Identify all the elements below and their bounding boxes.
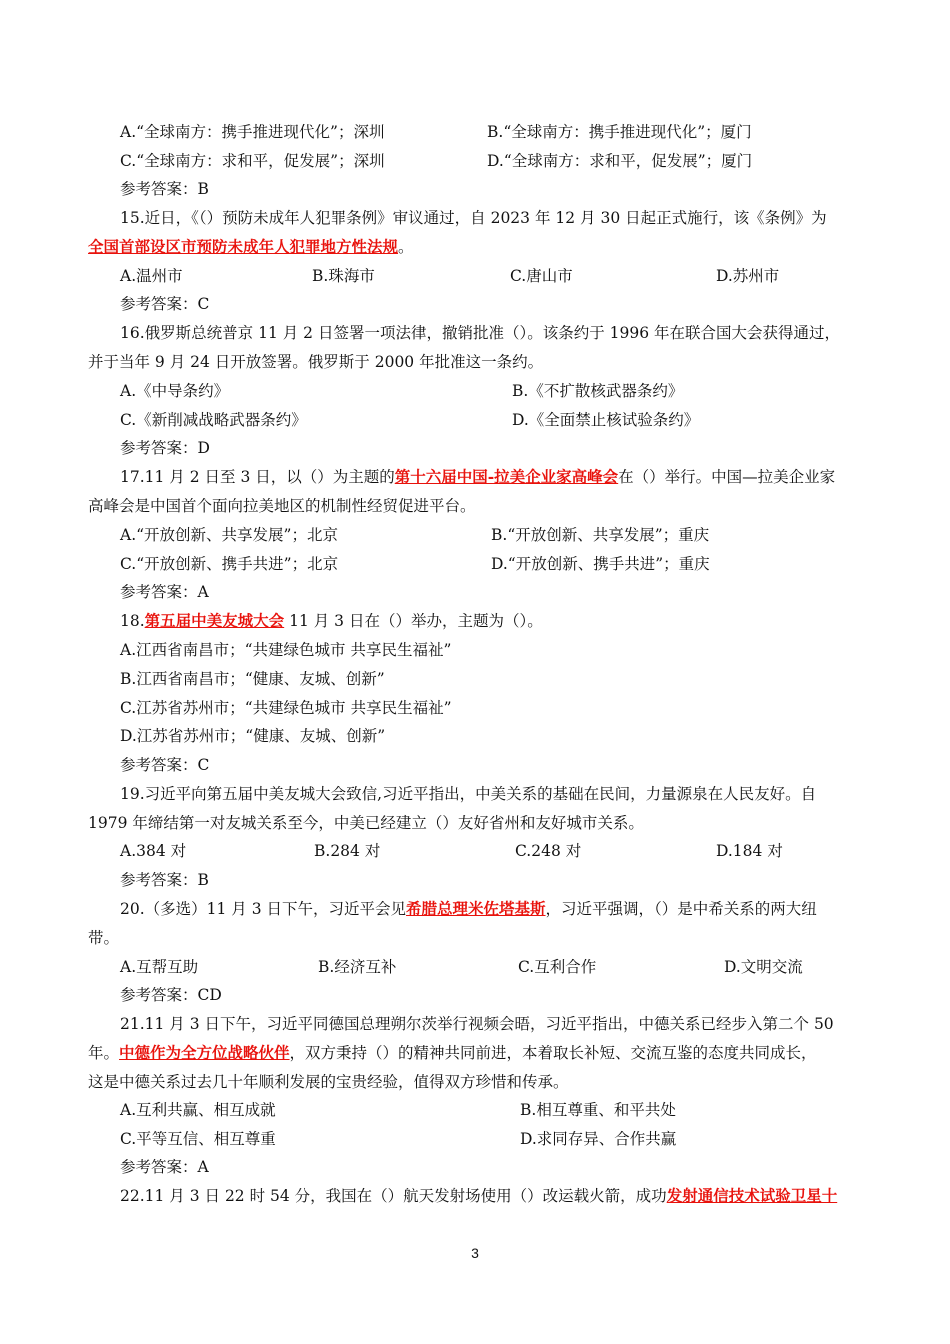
q19-line-1: 19.习近平向第五届中美友城大会致信,习近平指出，中美关系的基础在民间，力量源泉在人民友好。自 (120, 785, 817, 803)
q14-option-c: C.“全球南方：求和平，促发展”；深圳 (120, 152, 385, 170)
q19-option-d: D.184 对 (716, 842, 783, 860)
q18-line-1-post: 11 月 3 日在（）举办，主题为（）。 (284, 612, 543, 630)
q16-answer: 参考答案：D (120, 439, 210, 457)
q21-option-d: D.求同存异、合作共赢 (520, 1130, 677, 1148)
q15-option-a: A.温州市 (120, 267, 183, 285)
q17-option-d: D.“开放创新、携手共进”；重庆 (491, 555, 710, 573)
q20-option-b: B.经济互补 (318, 958, 397, 976)
q20-highlight: 希腊总理米佐塔基斯 (406, 899, 546, 918)
q17-line-1-post: 在（）举行。中国—拉美企业家 (618, 468, 836, 486)
q17-line-1 (120, 466, 900, 488)
q20-line-1-pre: 20.（多选）11 月 3 日下午，习近平会见 (120, 900, 407, 918)
q20-line-2: 带。 (88, 929, 120, 947)
q18-option-c: C.江苏省苏州市；“共建绿色城市 共享民生福祉” (120, 699, 452, 717)
q17-option-c: C.“开放创新、携手共进”；北京 (120, 555, 339, 573)
q16-option-b: B.《不扩散核武器条约》 (512, 382, 684, 400)
q16-option-a: A.《中导条约》 (120, 382, 230, 400)
q15-line-2-end: 。 (398, 238, 414, 256)
q15-highlight: 全国首部设区市预防未成年人犯罪地方性法规 (88, 237, 399, 256)
q22-highlight: 发射通信技术试验卫星十 (666, 1186, 838, 1205)
q21-line-2-post: ，双方秉持（）的精神共同前进，本着取长补短、交流互鉴的态度共同成长， (289, 1044, 817, 1062)
q21-option-b: B.相互尊重、和平共处 (520, 1101, 676, 1119)
q17-highlight: 第十六届中国-拉美企业家高峰会 (394, 467, 619, 486)
q17-option-b: B.“开放创新、共享发展”；重庆 (491, 526, 710, 544)
q15-answer: 参考答案：C (120, 295, 210, 313)
q20-answer: 参考答案：CD (120, 986, 222, 1004)
q14-option-d: D.“全球南方：求和平，促发展”；厦门 (487, 152, 753, 170)
q21-highlight: 中德作为全方位战略伙伴 (119, 1043, 290, 1062)
q19-line-2: 1979 年缔结第一对友城关系至今，中美已经建立（）友好省州和友好城市关系。 (88, 814, 644, 832)
q19-option-a: A.384 对 (120, 842, 187, 860)
q22-line-1-pre: 22.11 月 3 日 22 时 54 分，我国在（）航天发射场使用（）改运载火箭，成功 (120, 1187, 667, 1205)
q19-answer: 参考答案：B (120, 871, 209, 889)
q20-option-a: A.互帮互助 (120, 958, 199, 976)
q16-line-2: 并于当年 9 月 24 日开放签署。俄罗斯于 2000 年批准这一条约。 (88, 353, 544, 371)
q18-answer: 参考答案：C (120, 756, 210, 774)
q17-option-a: A.“开放创新、共享发展”；北京 (120, 526, 338, 544)
q14-answer: 参考答案：B (120, 180, 209, 198)
q16-option-d: D.《全面禁止核试验条约》 (512, 411, 700, 429)
q18-highlight: 第五届中美友城大会 (144, 611, 285, 630)
q14-option-a: A.“全球南方：携手推进现代化”；深圳 (120, 123, 385, 141)
q14-option-b: B.“全球南方：携手推进现代化”；厦门 (487, 123, 752, 141)
q17-line-2: 高峰会是中国首个面向拉美地区的机制性经贸促进平台。 (88, 497, 476, 515)
q16-option-c: C.《新削减战略武器条约》 (120, 411, 307, 429)
q20-option-d: D.文明交流 (724, 958, 803, 976)
q20-line-1 (120, 898, 900, 920)
q15-line-1: 15.近日，《（）预防未成年人犯罪条例》审议通过，自 2023 年 12 月 30 日起正式施行，该《条例》为 (120, 209, 827, 227)
q18-option-d: D.江苏省苏州市；“健康、友城、创新” (120, 727, 386, 745)
q20-option-c: C.互利合作 (518, 958, 597, 976)
q19-option-b: B.284 对 (314, 842, 381, 860)
q19-option-c: C.248 对 (515, 842, 582, 860)
q21-option-a: A.互利共赢、相互成就 (120, 1101, 276, 1119)
q16-line-1: 16.俄罗斯总统普京 11 月 2 日签署一项法律，撤销批准（）。该条约于 1996 年在联合国大会获得通过， (120, 324, 840, 342)
q20-line-1-post: ，习近平强调，（）是中希关系的两大纽 (545, 900, 817, 918)
q18-line-1 (120, 610, 900, 632)
q17-answer: 参考答案：A (120, 583, 209, 601)
q18-option-a: A.江西省南昌市；“共建绿色城市 共享民生福祉” (120, 641, 452, 659)
q21-line-1: 21.11 月 3 日下午，习近平同德国总理朔尔茨举行视频会晤，习近平指出，中德关系已经步入第二个 50 (120, 1015, 834, 1033)
q15-line-2 (88, 236, 868, 258)
q17-line-1-pre: 17.11 月 2 日至 3 日，以（）为主题的 (120, 468, 395, 486)
q21-line-2 (88, 1042, 868, 1064)
q21-answer: 参考答案：A (120, 1158, 209, 1176)
q15-option-d: D.苏州市 (716, 267, 780, 285)
q18-option-b: B.江西省南昌市；“健康、友城、创新” (120, 670, 385, 688)
q21-line-2-pre: 年。 (88, 1044, 120, 1062)
q15-option-c: C.唐山市 (510, 267, 573, 285)
q18-number: 18. (120, 612, 145, 630)
q15-option-b: B.珠海市 (312, 267, 375, 285)
page-number: 3 (471, 1245, 479, 1261)
q21-line-3: 这是中德关系过去几十年顺利发展的宝贵经验，值得双方珍惜和传承。 (88, 1073, 569, 1091)
q22-line-1 (120, 1185, 900, 1207)
q21-option-c: C.平等互信、相互尊重 (120, 1130, 276, 1148)
